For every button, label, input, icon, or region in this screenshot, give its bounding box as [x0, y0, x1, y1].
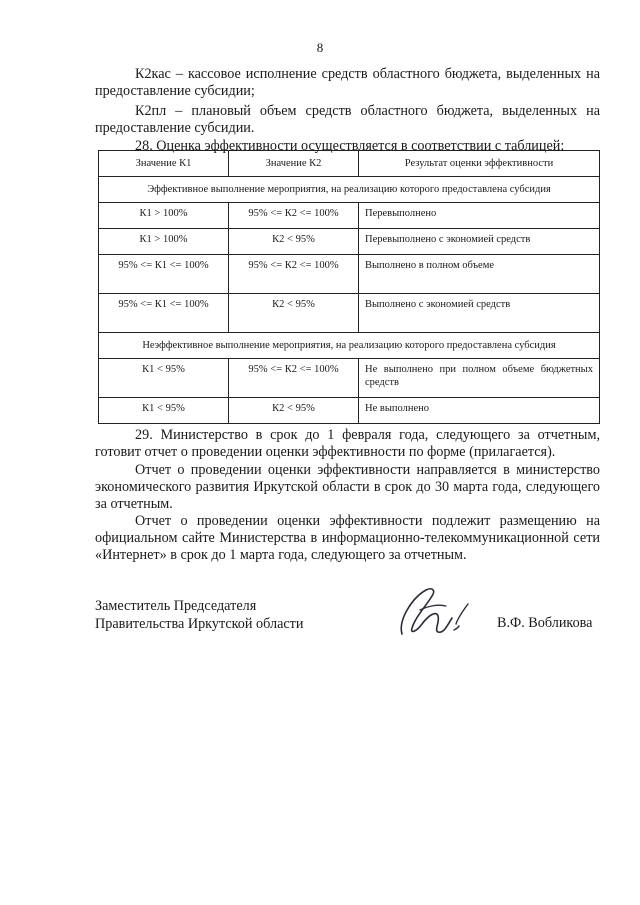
- cell-k2: 95% <= К2 <= 100%: [229, 255, 359, 294]
- header-k1: Значение К1: [99, 151, 229, 177]
- efficiency-table: [98, 150, 600, 424]
- cell-result: Выполнено с экономией средств: [359, 294, 600, 333]
- table-row: [99, 294, 600, 333]
- page-number: 8: [316, 40, 324, 55]
- cell-result: Перевыполнено с экономией средств: [359, 229, 600, 255]
- header-result: Результат оценки эффективности: [359, 151, 600, 177]
- cell-result: Выполнено в полном объеме: [359, 255, 600, 294]
- signatory-position: [95, 597, 303, 633]
- cell-k1: К1 > 100%: [99, 229, 229, 255]
- cell-k1: 95% <= К1 <= 100%: [99, 294, 229, 333]
- paragraph-report-published: Отчет о проведении оценки эффективности подлежит размещению на официальном сайте Министерства в информационно-телекоммуникационной сети «Интернет» в срок до 1 марта года, следующего за отчетным.: [95, 513, 600, 563]
- table-row: [99, 203, 600, 229]
- paragraph-29: 29. Министерство в срок до 1 февраля года, следующего за отчетным, готовит отчет о проведении оценки эффективности по форме (прилагается).: [95, 427, 600, 460]
- table-row: [99, 398, 600, 424]
- cell-k1: К1 < 95%: [99, 398, 229, 424]
- paragraph-report-sent: Отчет о проведении оценки эффективности направляется в министерство экономического развития Иркутской области в срок до 30 марта года, следующего за отчетным.: [95, 462, 600, 512]
- cell-result: Перевыполнено: [359, 203, 600, 229]
- section-row-ineffective: [99, 333, 600, 359]
- section-row-effective: [99, 177, 600, 203]
- cell-k2: К2 < 95%: [229, 229, 359, 255]
- section-effective: Эффективное выполнение мероприятия, на реализацию которого предоставлена субсидия: [99, 177, 600, 203]
- table-row: [99, 229, 600, 255]
- cell-result: Не выполнено при полном объеме бюджетных средств: [359, 359, 600, 398]
- header-k2: Значение К2: [229, 151, 359, 177]
- cell-k2: 95% <= К2 <= 100%: [229, 359, 359, 398]
- cell-k2: К2 < 95%: [229, 398, 359, 424]
- signatory-name: В.Ф. Вобликова: [497, 615, 593, 631]
- cell-result: Не выполнено: [359, 398, 600, 424]
- paragraph-k2kas: К2кас – кассовое исполнение средств областного бюджета, выделенных на предоставление субсидии;: [95, 66, 600, 99]
- cell-k2: 95% <= К2 <= 100%: [229, 203, 359, 229]
- cell-k1: К1 > 100%: [99, 203, 229, 229]
- table-header-row: [99, 151, 600, 177]
- cell-k2: К2 < 95%: [229, 294, 359, 333]
- table-row: [99, 359, 600, 398]
- table-row: [99, 255, 600, 294]
- position-line-2: Правительства Иркутской области: [95, 616, 304, 632]
- paragraph-28: 28. Оценка эффективности осуществляется в соответствии с таблицей:: [135, 138, 565, 154]
- cell-k1: К1 < 95%: [99, 359, 229, 398]
- section-ineffective: Неэффективное выполнение мероприятия, на реализацию которого предоставлена субсидия: [99, 333, 600, 359]
- position-line-1: Заместитель Председателя: [95, 598, 257, 614]
- handwritten-signature: [392, 580, 487, 642]
- paragraph-k2pl: К2пл – плановый объем средств областного бюджета, выделенных на предоставление субсидии.: [95, 103, 600, 136]
- cell-k1: 95% <= К1 <= 100%: [99, 255, 229, 294]
